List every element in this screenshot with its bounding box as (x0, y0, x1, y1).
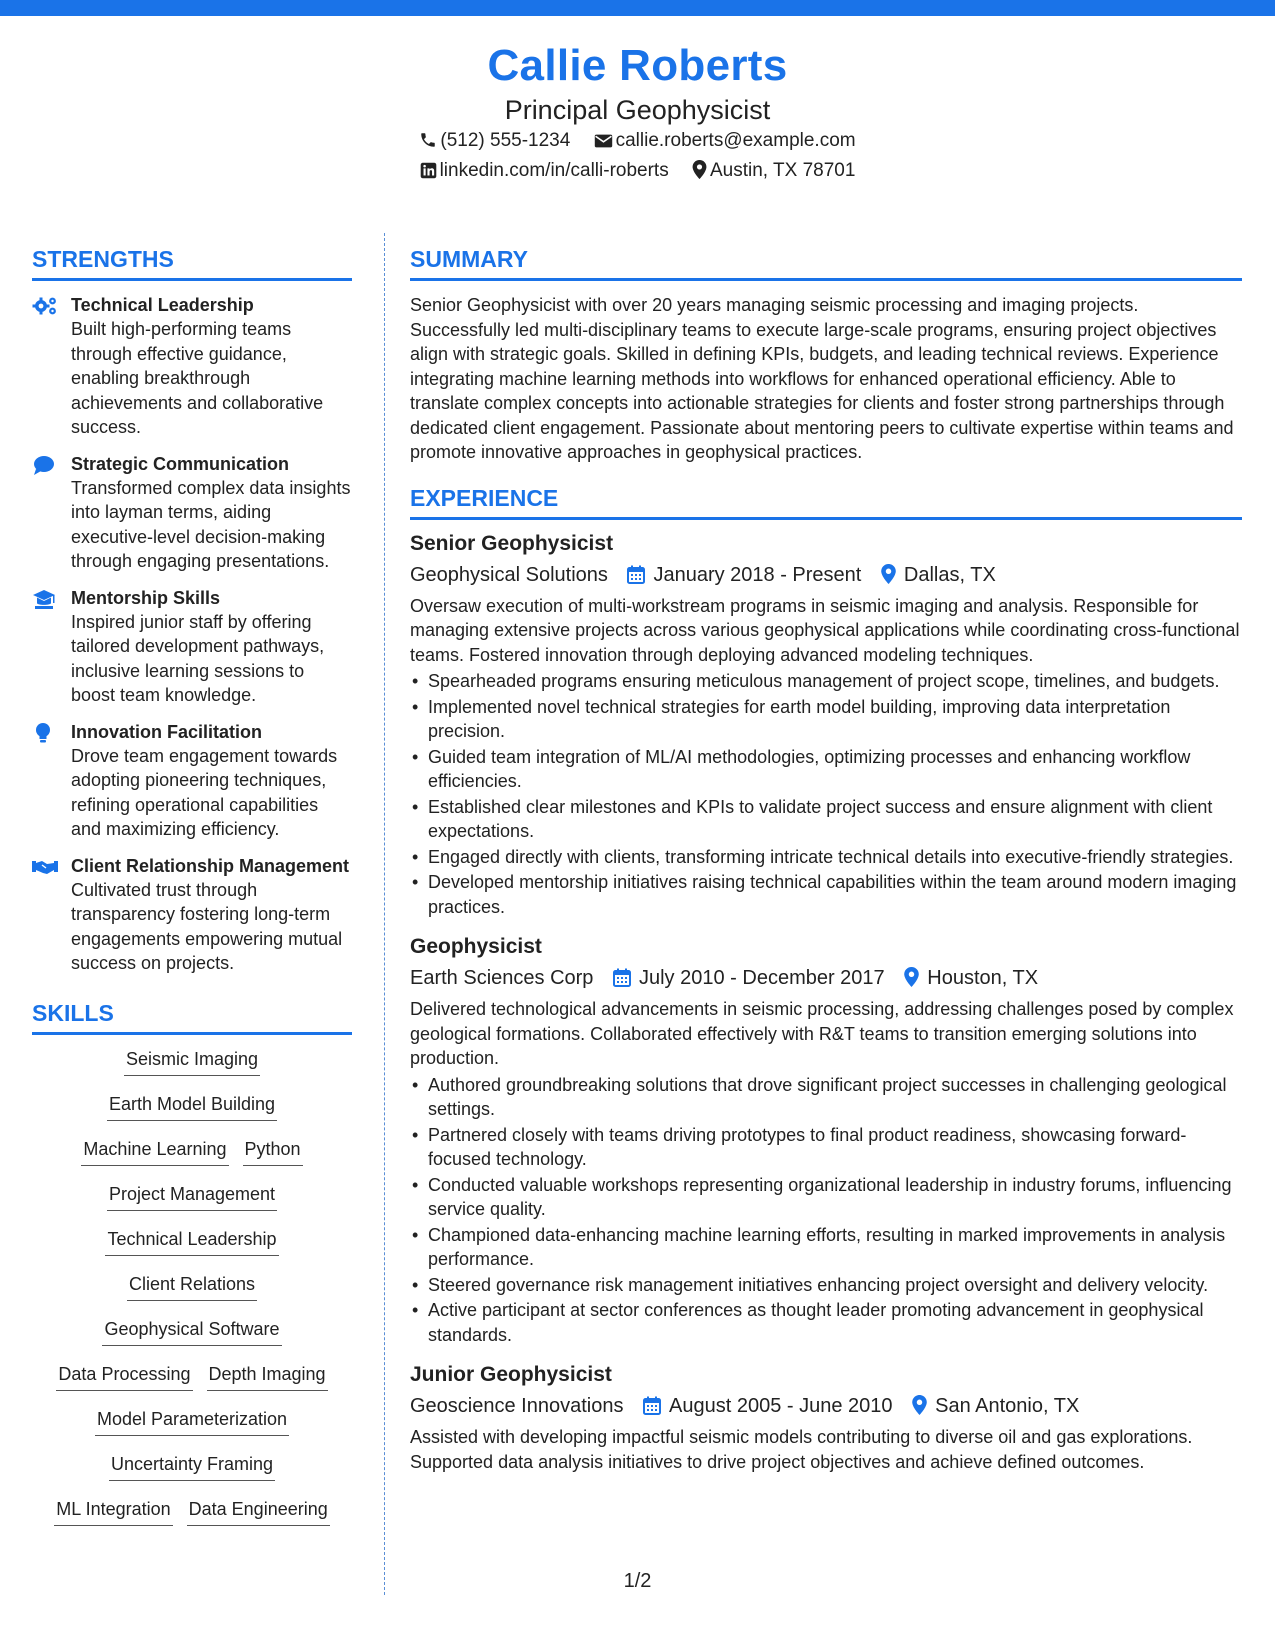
strength-desc: Cultivated trust through transparency fostering long-term engagements empowering mutual success on projects. (71, 879, 343, 973)
job-title: Geophysicist (410, 935, 542, 958)
skill-tag: Earth Model Building (107, 1092, 277, 1121)
skill-tag: Seismic Imaging (124, 1047, 260, 1076)
skill-tag: Machine Learning (81, 1137, 228, 1166)
skill-tag: Python (243, 1137, 303, 1166)
bullet-item: • Guided team integration of ML/AI methodologies, optimizing processes and enhancing workflow efficiencies. (410, 745, 1242, 794)
calendar-icon (627, 565, 645, 584)
skill-tag: ML Integration (54, 1497, 172, 1526)
job-dates (643, 1391, 893, 1421)
handshake-icon (32, 856, 58, 878)
contact-line-2 (0, 156, 1275, 186)
skill-row (32, 1047, 352, 1092)
skill-row (32, 1272, 352, 1317)
skill-row (32, 1362, 352, 1407)
skills-heading: SKILLS (32, 998, 352, 1035)
map-pin-icon (912, 1395, 927, 1415)
strength-title: Mentorship Skills (71, 587, 221, 608)
envelope-icon (594, 133, 613, 149)
resume-header (0, 40, 1275, 186)
skill-tag: Data Engineering (187, 1497, 330, 1526)
strength-item (32, 586, 352, 708)
skill-tag: Project Management (107, 1182, 277, 1211)
speech-bubble-icon (32, 454, 58, 476)
skill-tag: Uncertainty Framing (109, 1452, 275, 1481)
skill-tag: Client Relations (127, 1272, 257, 1301)
strength-title: Client Relationship Management (71, 855, 350, 876)
job-entry (410, 933, 1242, 1347)
job-location-text: San Antonio, TX (935, 1395, 1080, 1417)
job-company: Geoscience Innovations (410, 1395, 624, 1417)
job-description: Oversaw execution of multi-workstream programs in seismic imaging and analysis. Responsible for managing extensive projects across various geophysical applications while coordinating cross-functional teams. Fostered innovation through deploying advanced modeling techniques. (410, 595, 1240, 665)
job-company: Earth Sciences Corp (410, 967, 594, 989)
skill-tag: Geophysical Software (102, 1317, 281, 1346)
job-description: Delivered technological advancements in seismic processing, addressing challenges posed by complex geological formations. Collaborated effectively with R&T teams to transition emerging solutions into production. (410, 999, 1234, 1068)
skill-row (32, 1092, 352, 1137)
skill-row (32, 1497, 352, 1542)
gears-icon (32, 295, 58, 317)
job-dates-text: July 2010 - December 2017 (638, 967, 885, 989)
email-text: callie.roberts@example.com (615, 130, 856, 151)
bullet-item: • Spearheaded programs ensuring meticulous management of project scope, timelines, and budgets. (410, 669, 1242, 694)
job-bullets (410, 669, 1242, 919)
skill-row (32, 1182, 352, 1227)
email-contact[interactable] (594, 126, 856, 156)
skills-list (32, 1047, 352, 1542)
skill-row (32, 1452, 352, 1497)
bullet-item: • Steered governance risk management initiatives enhancing project oversight and delivery velocity. (410, 1273, 1242, 1298)
bullet-item: • Established clear milestones and KPIs to validate project success and ensure alignment with client expectations. (410, 795, 1242, 844)
job-meta (410, 560, 1242, 590)
linkedin-contact[interactable] (420, 156, 669, 186)
bullet-item: • Implemented novel technical strategies for earth model building, improving data interpretation precision. (410, 695, 1242, 744)
job-dates-text: August 2005 - June 2010 (669, 1395, 893, 1417)
page-number: 1/2 (623, 1570, 652, 1592)
bullet-item: • Championed data-enhancing machine learning efforts, resulting in marked improvements in analysis performance. (410, 1223, 1242, 1272)
job-company: Geophysical Solutions (410, 563, 608, 586)
top-accent-bar (0, 0, 1275, 16)
bullet-item: • Authored groundbreaking solutions that drove significant project successes in challenging geological settings. (410, 1073, 1242, 1122)
skill-tag: Depth Imaging (207, 1362, 328, 1391)
skill-tag: Model Parameterization (95, 1407, 289, 1436)
map-pin-icon (692, 160, 707, 179)
linkedin-icon (420, 162, 437, 179)
strengths-heading: STRENGTHS (32, 244, 352, 281)
column-divider (384, 233, 385, 1595)
job-title: Senior Geophysicist (410, 531, 614, 555)
experience-heading: EXPERIENCE (410, 483, 1242, 520)
skill-row (32, 1407, 352, 1452)
job-location-text: Houston, TX (927, 967, 1039, 989)
skill-row (32, 1227, 352, 1272)
job-location-text: Dallas, TX (903, 563, 996, 586)
job-title: Junior Geophysicist (410, 1363, 612, 1386)
phone-icon (419, 131, 437, 149)
job-meta (410, 1391, 1242, 1421)
location-contact (692, 156, 855, 186)
strength-item (32, 452, 352, 574)
job-location (912, 1391, 1079, 1421)
strength-item (32, 293, 352, 440)
skill-row (32, 1317, 352, 1362)
job-location (881, 560, 996, 590)
calendar-icon (643, 1396, 661, 1415)
job-dates (613, 963, 885, 993)
bullet-item: • Developed mentorship initiatives raising technical capabilities within the team around modern imaging practices. (410, 870, 1242, 919)
contact-line-1 (0, 126, 1275, 156)
job-description: Assisted with developing impactful seismic models contributing to diverse oil and gas explorations. Supported data analysis initiatives to drive project objectives and achieve defined outcomes. (410, 1427, 1193, 1472)
summary-heading: SUMMARY (410, 244, 1242, 281)
skill-row (32, 1137, 352, 1182)
strength-desc: Built high-performing teams through effective guidance, enabling breakthrough achievements and collaborative success. (71, 319, 324, 437)
graduation-cap-icon (32, 588, 58, 610)
job-bullets (410, 1073, 1242, 1348)
bullet-item: • Engaged directly with clients, transforming intricate technical details into executive-friendly strategies. (410, 845, 1242, 870)
strength-title: Innovation Facilitation (71, 721, 263, 742)
job-meta (410, 963, 1242, 993)
map-pin-icon (904, 967, 919, 987)
bullet-item: • Conducted valuable workshops representing organizational leadership in industry forums, influencing service quality. (410, 1173, 1242, 1222)
bullet-item: • Active participant at sector conferences as thought leader promoting advancement in geophysical standards. (410, 1298, 1242, 1347)
job-dates (627, 560, 861, 590)
lightbulb-icon (32, 722, 58, 744)
job-location (904, 963, 1038, 993)
skill-tag: Data Processing (56, 1362, 192, 1391)
bullet-item: • Partnered closely with teams driving prototypes to final product readiness, showcasing forward-focused technology. (410, 1123, 1242, 1172)
calendar-icon (613, 968, 631, 987)
job-dates-text: January 2018 - Present (653, 563, 862, 586)
candidate-name: Callie Roberts (487, 41, 788, 90)
location-text: Austin, TX 78701 (710, 160, 856, 181)
skill-tag: Technical Leadership (105, 1227, 278, 1256)
linkedin-text: linkedin.com/in/calli-roberts (439, 160, 669, 181)
right-column (410, 244, 1242, 1474)
phone-contact[interactable] (419, 126, 570, 156)
phone-text: (512) 555-1234 (440, 130, 571, 151)
strength-title: Strategic Communication (71, 453, 290, 474)
map-pin-icon (881, 564, 896, 584)
job-entry (410, 1361, 1242, 1474)
job-entry (410, 530, 1242, 920)
candidate-title: Principal Geophysicist (504, 95, 771, 125)
strength-desc: Transformed complex data insights into layman terms, aiding executive-level decision-making through engaging presentations. (71, 477, 351, 571)
strength-item (32, 854, 352, 976)
strength-title: Technical Leadership (71, 295, 254, 315)
strength-item (32, 720, 352, 842)
left-column (32, 244, 352, 1542)
summary-text: Senior Geophysicist with over 20 years managing seismic processing and imaging projects. Successfully led multi-disciplinary teams to execute large-scale programs, ensuring project objectives align with strategic goals. Skilled in defining KPIs, budgets, and leading technical reviews. Experience integrating machine learning methods into workflows for enhanced operational efficiency. Able to translate complex concepts into actionable strategies for clients and foster strong partnerships through dedicated client engagement. Passionate about mentoring peers to cultivate expertise within teams and promote innovative approaches in geophysical practices. (410, 295, 1234, 462)
strength-desc: Drove team engagement towards adopting pioneering techniques, refining operational capabilities and maximizing efficiency. (71, 745, 338, 839)
strength-desc: Inspired junior staff by offering tailored development pathways, inclusive learning sessions to boost team knowledge. (71, 611, 325, 705)
